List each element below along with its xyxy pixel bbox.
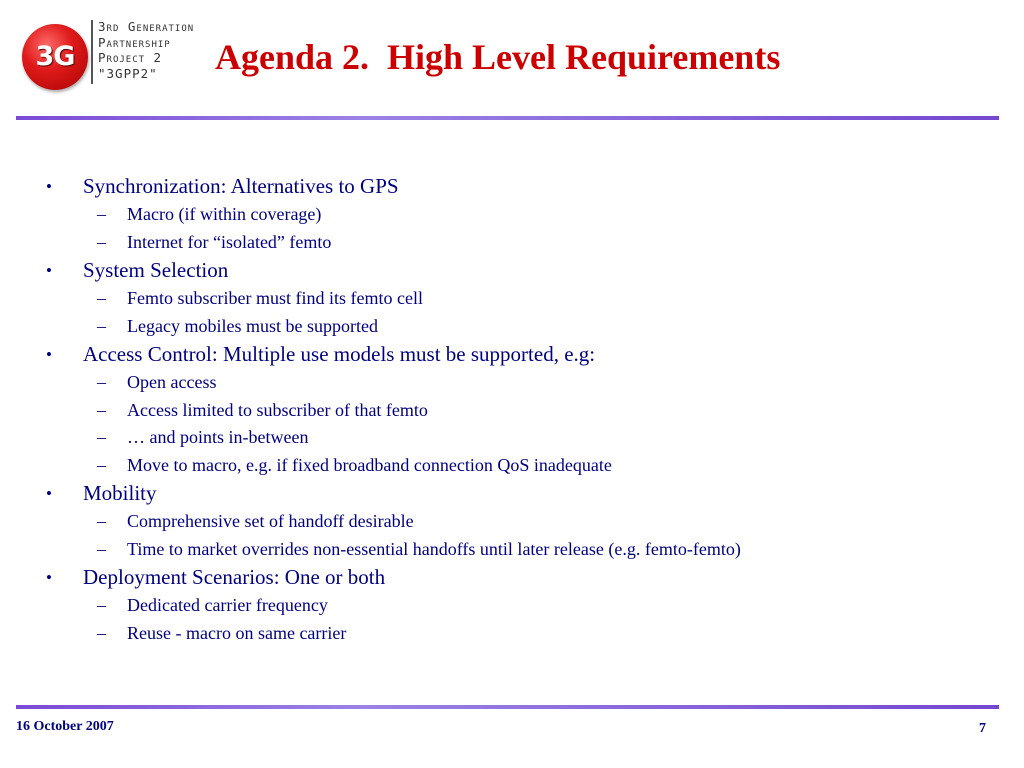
bullet-dot-icon: • <box>46 568 52 587</box>
dash-icon: – <box>97 315 106 336</box>
bullet-line <box>44 479 984 508</box>
sub-bullet-text: Move to macro, e.g. if fixed broadband connection QoS inadequate <box>127 454 612 475</box>
sub-bullet-text: Internet for “isolated” femto <box>127 231 332 252</box>
dash-icon: – <box>97 399 106 420</box>
bullet-dot-icon: • <box>46 261 52 280</box>
footer-date: 16 October 2007 <box>16 719 114 734</box>
sub-bullet-line <box>44 229 984 257</box>
sub-bullet-text: Reuse - macro on same carrier <box>127 622 347 643</box>
logo-divider <box>91 20 93 84</box>
bullet-item <box>44 479 984 563</box>
sub-bullet-line <box>44 536 984 564</box>
bullet-item <box>44 340 984 479</box>
sub-bullet-text: Legacy mobiles must be supported <box>127 315 378 336</box>
logo-line-1: 3rd Generation <box>98 19 195 34</box>
sub-bullet-text: Open access <box>127 372 217 392</box>
dash-icon: – <box>97 622 106 643</box>
sub-bullet-line <box>44 508 984 536</box>
page-number: 7 <box>979 721 986 736</box>
bullet-line <box>44 256 984 285</box>
logo-line-4: "3GPP2" <box>98 65 158 81</box>
sub-bullet-line <box>44 452 984 480</box>
3gpp2-logo <box>22 18 232 88</box>
sub-bullet-line <box>44 369 984 397</box>
sub-bullet-line <box>44 620 984 648</box>
bullet-item <box>44 563 984 647</box>
dash-icon: – <box>97 595 106 615</box>
bullet-item <box>44 172 984 256</box>
bullet-line <box>44 172 984 201</box>
dash-icon: – <box>97 427 106 447</box>
slide-title: Agenda 2. High Level Requirements <box>215 37 781 77</box>
bullet-text: Access Control: Multiple use models must be supported, e.g: <box>83 342 596 366</box>
bullet-dot-icon: • <box>46 484 52 503</box>
logo-line-2: Partnership <box>98 34 171 50</box>
bullet-item <box>44 256 984 340</box>
sub-bullet-line <box>44 424 984 452</box>
dash-icon: – <box>97 204 106 224</box>
dash-icon: – <box>97 538 106 559</box>
header-divider <box>16 116 999 120</box>
sub-bullet-text: Time to market overrides non-essential handoffs until later release (e.g. femto-femto) <box>127 538 741 559</box>
bullet-dot-icon: • <box>46 345 52 364</box>
sub-bullet-line <box>44 397 984 425</box>
3g-badge-text: 3G <box>35 41 75 72</box>
bullet-text: System Selection <box>83 258 229 282</box>
sub-bullet-line <box>44 285 984 313</box>
sub-bullet-line <box>44 201 984 229</box>
dash-icon: – <box>97 454 106 475</box>
dash-icon: – <box>97 511 106 531</box>
logo-line-3: Project 2 <box>98 50 163 65</box>
sub-bullet-text: Comprehensive set of handoff desirable <box>127 511 414 531</box>
dash-icon: – <box>97 372 106 392</box>
sub-bullet-text: Femto subscriber must find its femto cell <box>127 288 423 308</box>
bullet-text: Deployment Scenarios: One or both <box>83 565 386 589</box>
bullet-list <box>44 172 984 647</box>
sub-bullet-text: Access limited to subscriber of that femto <box>127 399 428 420</box>
logo-wordmark <box>98 19 194 81</box>
dash-icon: – <box>97 231 106 252</box>
bullet-line <box>44 340 984 369</box>
sub-bullet-text: … and points in-between <box>127 427 309 447</box>
dash-icon: – <box>97 288 106 308</box>
sub-bullet-text: Dedicated carrier frequency <box>127 595 328 615</box>
3g-badge-icon <box>22 24 88 90</box>
bullet-line <box>44 563 984 592</box>
sub-bullet-text: Macro (if within coverage) <box>127 204 322 224</box>
bullet-text: Synchronization: Alternatives to GPS <box>83 174 399 198</box>
bullet-dot-icon: • <box>46 177 52 196</box>
footer-divider <box>16 705 999 709</box>
sub-bullet-line <box>44 592 984 620</box>
sub-bullet-line <box>44 313 984 341</box>
bullet-text: Mobility <box>83 481 157 505</box>
